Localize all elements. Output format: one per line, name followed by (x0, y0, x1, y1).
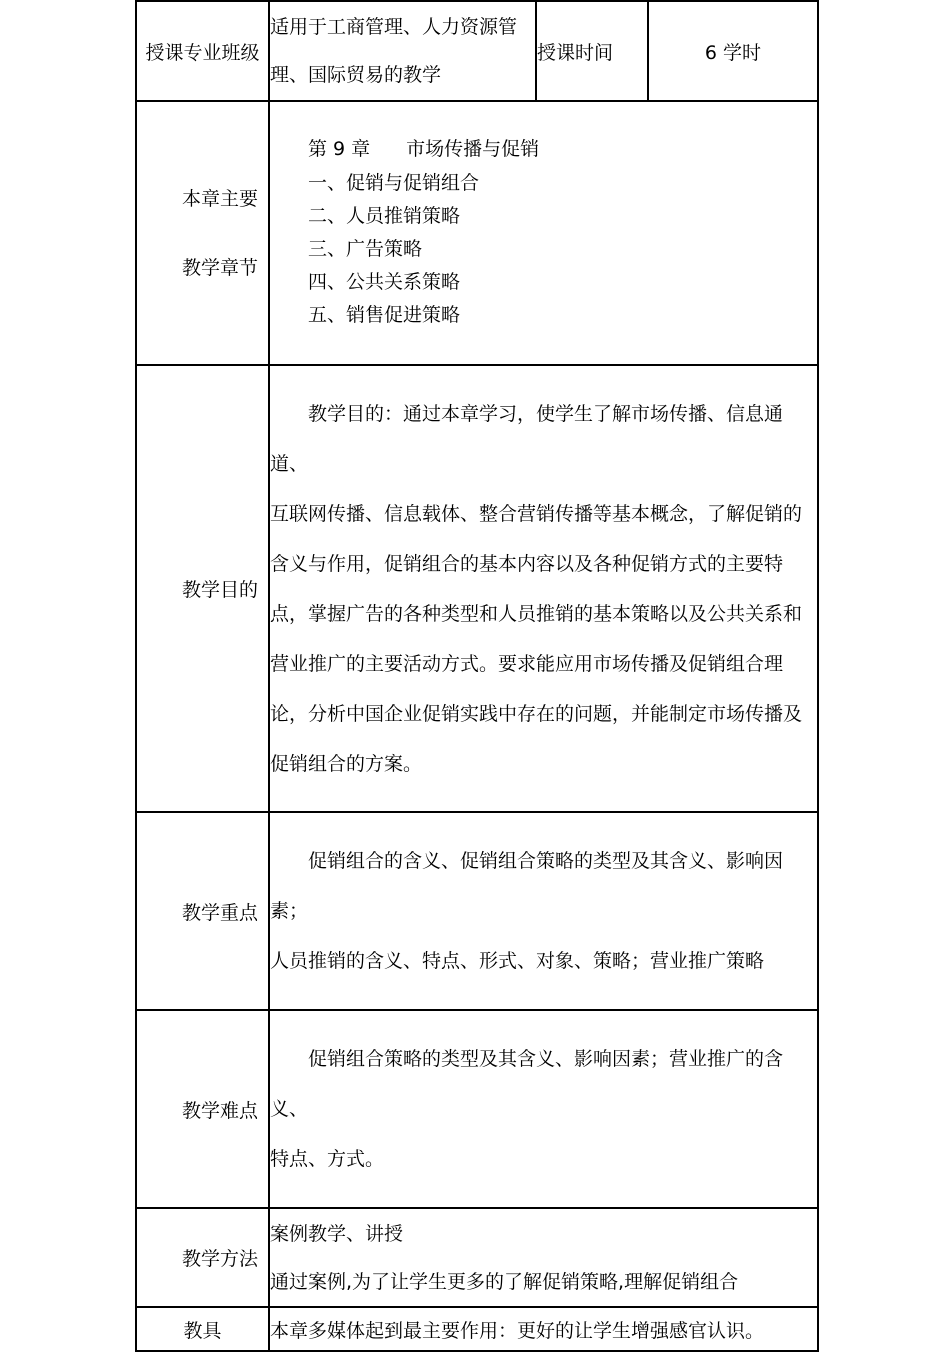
objectives-content-cell (269, 365, 818, 812)
key-points-line: 促销组合的含义、促销组合策略的类型及其含义、影响因素； (270, 850, 784, 922)
section-item: 一、促销与促销组合 (308, 171, 480, 194)
time-label: 授课时间 (537, 41, 614, 64)
methods-line: 案例教学、讲授 (270, 1222, 404, 1245)
methods-label-cell (136, 1208, 269, 1307)
class-value-line: 适用于工商管理、人力资源管 (270, 16, 518, 38)
objectives-line: 营业推广的主要活动方式。要求能应用市场传播及促销组合理 (270, 652, 784, 675)
objectives-line: 论，分析中国企业促销实践中存在的问题，并能制定市场传播及 (270, 702, 803, 725)
section-item: 二、人员推销策略 (308, 204, 461, 227)
difficulties-label-cell (136, 1010, 269, 1208)
objectives-line: 互联网传播、信息载体、整合营销传播等基本概念，了解促销的 (270, 502, 803, 525)
objectives-label-cell (136, 365, 269, 812)
methods-row (136, 1208, 818, 1307)
tools-row (136, 1307, 818, 1351)
objectives-label: 教学目的 (181, 579, 258, 601)
objectives-line: 点，掌握广告的各种类型和人员推销的基本策略以及公共关系和 (270, 602, 803, 625)
chapter-heading (270, 133, 817, 166)
teaching-plan-table (135, 0, 819, 1352)
class-value-line: 理、国际贸易的教学 (270, 64, 442, 86)
objectives-line: 促销组合的方案。 (270, 752, 423, 775)
class-label-cell (136, 1, 269, 101)
chapter-title: 市场传播与促销 (406, 138, 540, 161)
chapters-label-line: 教学章节 (181, 256, 258, 279)
objectives-line: 含义与作用，促销组合的基本内容以及各种促销方式的主要特 (270, 552, 784, 575)
key-points-line: 人员推销的含义、特点、形式、对象、策略；营业推广策略 (270, 950, 765, 972)
chapters-label-cell (136, 101, 269, 365)
time-value: 6 学时 (704, 41, 762, 64)
methods-line: 通过案例,为了让学生更多的了解促销策略,理解促销组合 (270, 1270, 739, 1293)
section-item: 四、公共关系策略 (308, 271, 461, 294)
objectives-line: 教学目的：通过本章学习，使学生了解市场传播、信息通道、 (270, 402, 784, 475)
difficulties-line: 特点、方式。 (270, 1148, 385, 1170)
tools-label: 教具 (183, 1319, 222, 1342)
methods-content-cell (269, 1208, 818, 1307)
section-item: 五、销售促进策略 (308, 304, 461, 327)
key-points-row (136, 812, 818, 1010)
tools-content-cell (269, 1307, 818, 1351)
key-points-label-cell (136, 812, 269, 1010)
key-points-label: 教学重点 (181, 901, 258, 924)
difficulties-line: 促销组合策略的类型及其含义、影响因素；营业推广的含义、 (270, 1048, 784, 1120)
class-label: 授课专业班级 (145, 41, 260, 64)
objectives-row (136, 365, 818, 812)
chapter-number: 第 9 章 (308, 138, 371, 161)
methods-label: 教学方法 (181, 1248, 258, 1270)
tools-text: 本章多媒体起到最主要作用：更好的让学生增强感官认识。 (270, 1319, 765, 1342)
difficulties-row (136, 1010, 818, 1208)
key-points-content-cell (269, 812, 818, 1010)
header-row (136, 1, 818, 101)
time-label-cell (536, 1, 648, 101)
class-value-cell (269, 1, 536, 101)
difficulties-label: 教学难点 (181, 1099, 258, 1122)
section-item: 三、广告策略 (308, 238, 423, 260)
time-value-cell (648, 1, 818, 101)
chapters-content-cell (269, 101, 818, 365)
difficulties-content-cell (269, 1010, 818, 1208)
chapters-row (136, 101, 818, 365)
chapters-label-line: 本章主要 (181, 187, 258, 210)
tools-label-cell (136, 1307, 269, 1351)
